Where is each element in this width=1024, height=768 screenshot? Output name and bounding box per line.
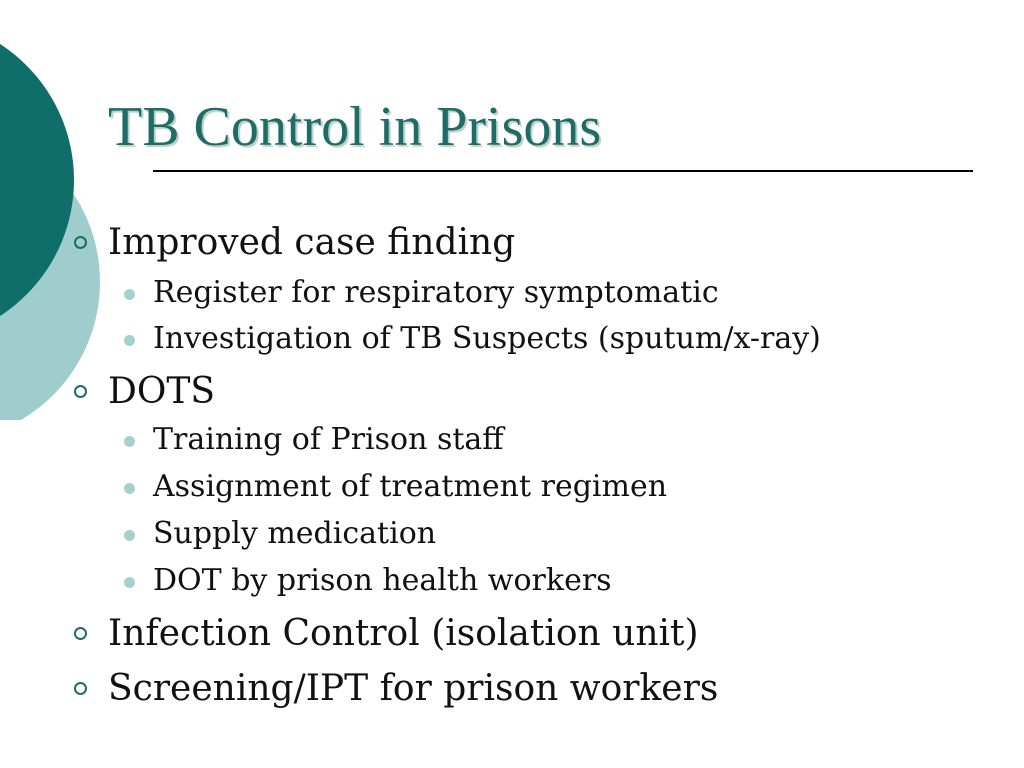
title-divider [153, 170, 973, 172]
slide-title: TB Control in Prisons [108, 96, 602, 158]
sub-bullet-item: Investigation of TB Suspects (sputum/x-ray) [153, 321, 821, 356]
hollow-bullet-icon [74, 236, 87, 249]
hollow-bullet-icon [74, 682, 87, 695]
bullet-item: Improved case finding [108, 222, 516, 263]
sub-bullet-item: Register for respiratory symptomatic [153, 275, 719, 310]
hollow-bullet-icon [74, 627, 87, 640]
bullet-item: DOTS [108, 371, 216, 412]
sub-bullet-item: DOT by prison health workers [153, 563, 612, 598]
filled-bullet-icon [124, 577, 135, 588]
hollow-bullet-icon [74, 385, 87, 398]
filled-bullet-icon [124, 436, 135, 447]
filled-bullet-icon [124, 530, 135, 541]
filled-bullet-icon [124, 335, 135, 346]
filled-bullet-icon [124, 289, 135, 300]
bullet-item: Infection Control (isolation unit) [108, 613, 699, 654]
bullet-item: Screening/IPT for prison workers [108, 668, 719, 709]
filled-bullet-icon [124, 483, 135, 494]
sub-bullet-item: Supply medication [153, 516, 437, 551]
sub-bullet-item: Training of Prison staff [153, 422, 504, 457]
sub-bullet-item: Assignment of treatment regimen [153, 469, 668, 504]
